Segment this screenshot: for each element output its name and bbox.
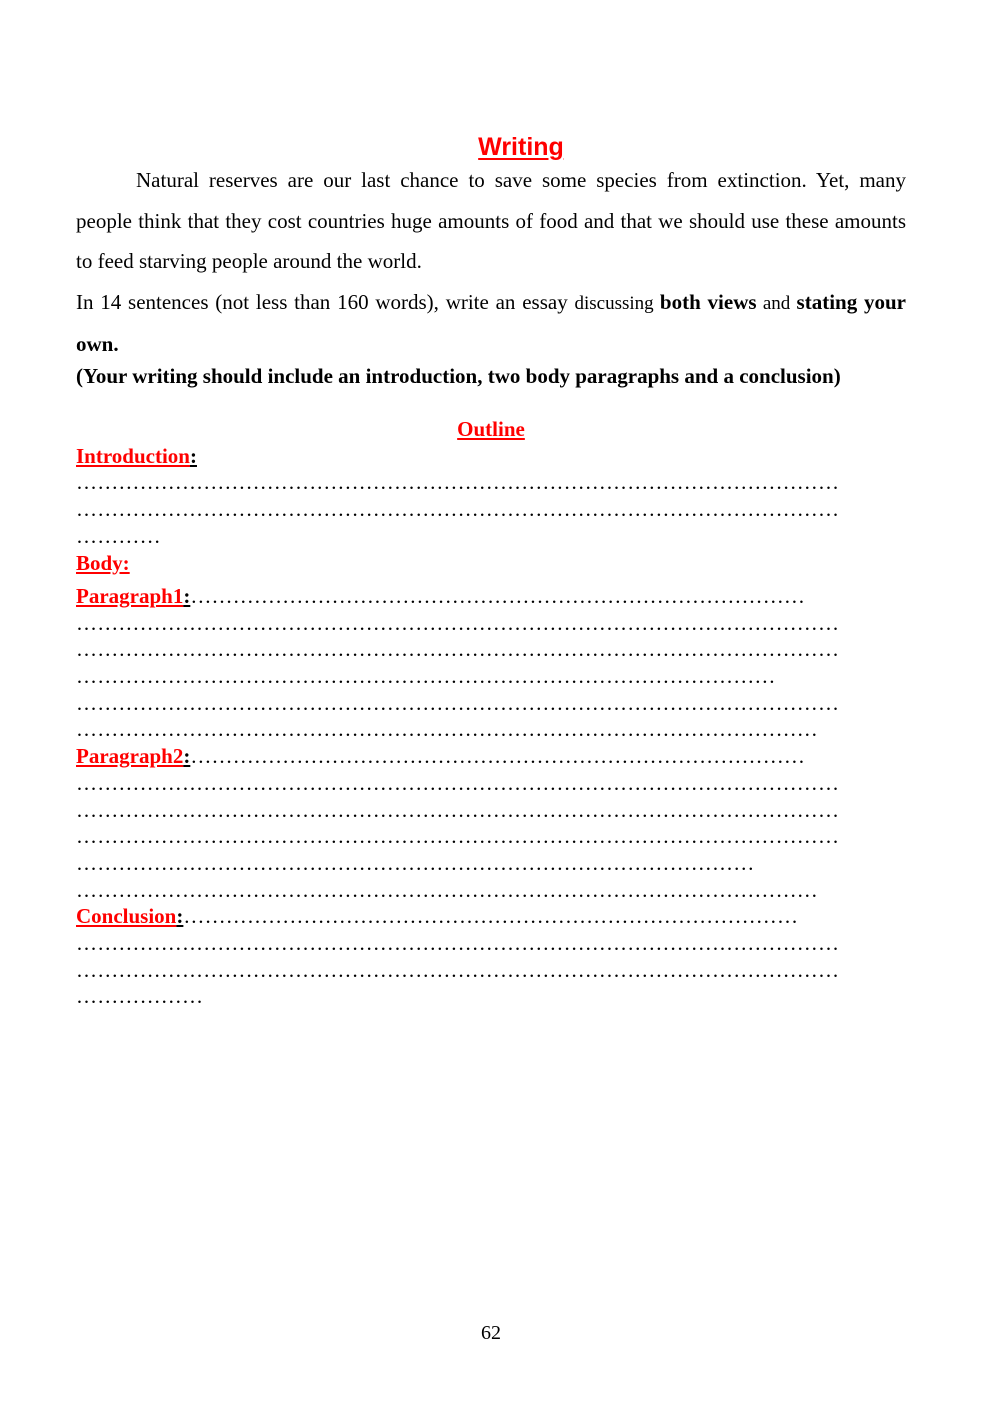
- writing-line[interactable]: ……………………………………………………………………………: [183, 904, 799, 929]
- page-title: Writing: [478, 133, 564, 161]
- writing-line[interactable]: ………………………………………………………………………………………………: [76, 824, 840, 849]
- introduction-heading: [76, 443, 906, 470]
- paragraph2-label: Paragraph2: [76, 744, 184, 769]
- prompt-text: [76, 160, 906, 365]
- writing-line[interactable]: ……………………………………………………………………………: [190, 583, 806, 608]
- instruction-bold: both views: [659, 289, 757, 314]
- outline-section: [76, 416, 906, 1010]
- body-heading: Body:: [76, 550, 130, 575]
- colon: :: [183, 744, 191, 769]
- instruction-note: (Your writing should include an introduction, two body paragraphs and a conclusion): [76, 364, 841, 388]
- colon: :: [189, 443, 197, 468]
- writing-line[interactable]: ……………………………………………………………………………………………: [76, 717, 818, 742]
- writing-line[interactable]: …………: [76, 523, 161, 548]
- introduction-label: Introduction: [76, 443, 190, 468]
- prompt-instruction: [76, 282, 906, 365]
- outline-title: Outline: [457, 417, 525, 441]
- writing-line[interactable]: ……………………………………………………………………………………………: [76, 877, 818, 902]
- instruction-text: In 14 sentences (not less than 160 words), write an essay: [76, 289, 575, 314]
- instruction-bold: stating your own.: [76, 289, 906, 356]
- conclusion-heading: [76, 903, 906, 930]
- prompt-paragraph: Natural reserves are our last chance to save some species from extinction. Yet, many people think that they cost countries huge amounts of food and that we should use these amounts to feed starving people around the world.: [76, 168, 906, 273]
- page-number: 62: [481, 1322, 501, 1344]
- instruction-text-small: and: [756, 292, 797, 314]
- colon: :: [183, 583, 191, 608]
- paragraph1-heading: [76, 583, 906, 610]
- writing-line[interactable]: ………………………………………………………………………………………: [76, 664, 776, 689]
- writing-line[interactable]: ………………………………………………………………………………………………: [76, 957, 840, 982]
- writing-line[interactable]: ………………………………………………………………………………………………: [76, 470, 840, 495]
- writing-line[interactable]: ………………………………………………………………………………………………: [76, 637, 840, 662]
- writing-line[interactable]: ………………: [76, 984, 204, 1009]
- writing-line[interactable]: ………………………………………………………………………………………………: [76, 610, 840, 635]
- writing-line[interactable]: ……………………………………………………………………………: [190, 744, 806, 769]
- colon: :: [176, 904, 184, 929]
- conclusion-label: Conclusion: [76, 904, 177, 929]
- writing-line[interactable]: ………………………………………………………………………………………………: [76, 770, 840, 795]
- writing-line[interactable]: ………………………………………………………………………………………………: [76, 797, 840, 822]
- writing-line[interactable]: ………………………………………………………………………………………………: [76, 931, 840, 956]
- paragraph1-label: Paragraph1: [76, 583, 184, 608]
- paragraph2-heading: [76, 743, 906, 770]
- writing-line[interactable]: ……………………………………………………………………………………: [76, 850, 755, 875]
- writing-line[interactable]: ………………………………………………………………………………………………: [76, 690, 840, 715]
- instruction-text-small: discussing: [574, 292, 660, 314]
- writing-line[interactable]: ………………………………………………………………………………………………: [76, 497, 840, 522]
